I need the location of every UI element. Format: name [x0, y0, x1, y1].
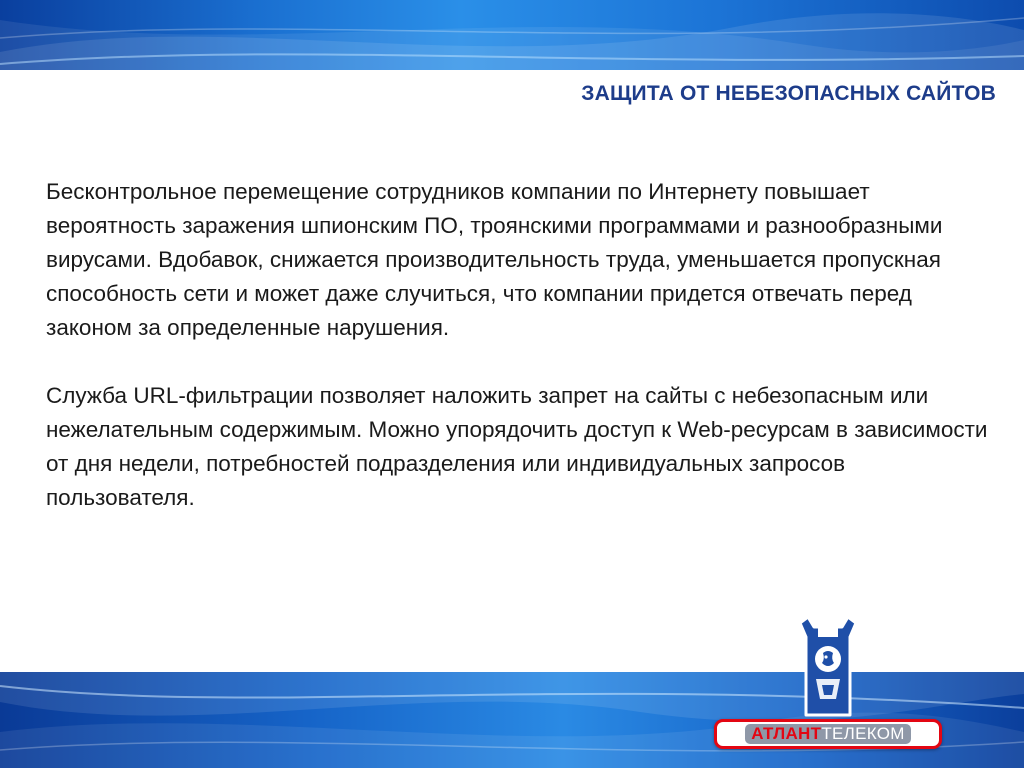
slide-body — [46, 175, 996, 515]
body-paragraph-1: Бесконтрольное перемещение сотрудников компании по Интернету повышает вероятность заражения шпионским ПО, троянскими программами и разнообразными вирусами. Вдобавок, снижается производительность труда, уменьшается пропускная способность сети и может даже случиться, что компании придется отвечать перед законом за определенные нарушения. — [46, 179, 943, 340]
slide-title: ЗАЩИТА ОТ НЕБЕЗОПАСНЫХ САЙТОВ — [581, 82, 996, 105]
atlant-figure-icon — [796, 615, 860, 725]
logo-wordmark — [745, 724, 910, 744]
top-banner-waves — [0, 0, 1024, 70]
top-decorative-banner — [0, 0, 1024, 70]
body-paragraph-2: Служба URL-фильтрации позволяет наложить запрет на сайты с небезопасным или нежелательным содержимым. Можно упорядочить доступ к Web-ресурсам в зависимости от дня недели, потребностей подразделения или индивидуальных запросов пользователя. — [46, 383, 988, 510]
logo-wordmark-plate — [714, 719, 942, 749]
logo-brand-light: ТЕЛЕКОМ — [821, 724, 905, 743]
logo-brand-strong: АТЛАНТ — [751, 724, 822, 743]
atlanttelecom-logo — [708, 615, 948, 760]
